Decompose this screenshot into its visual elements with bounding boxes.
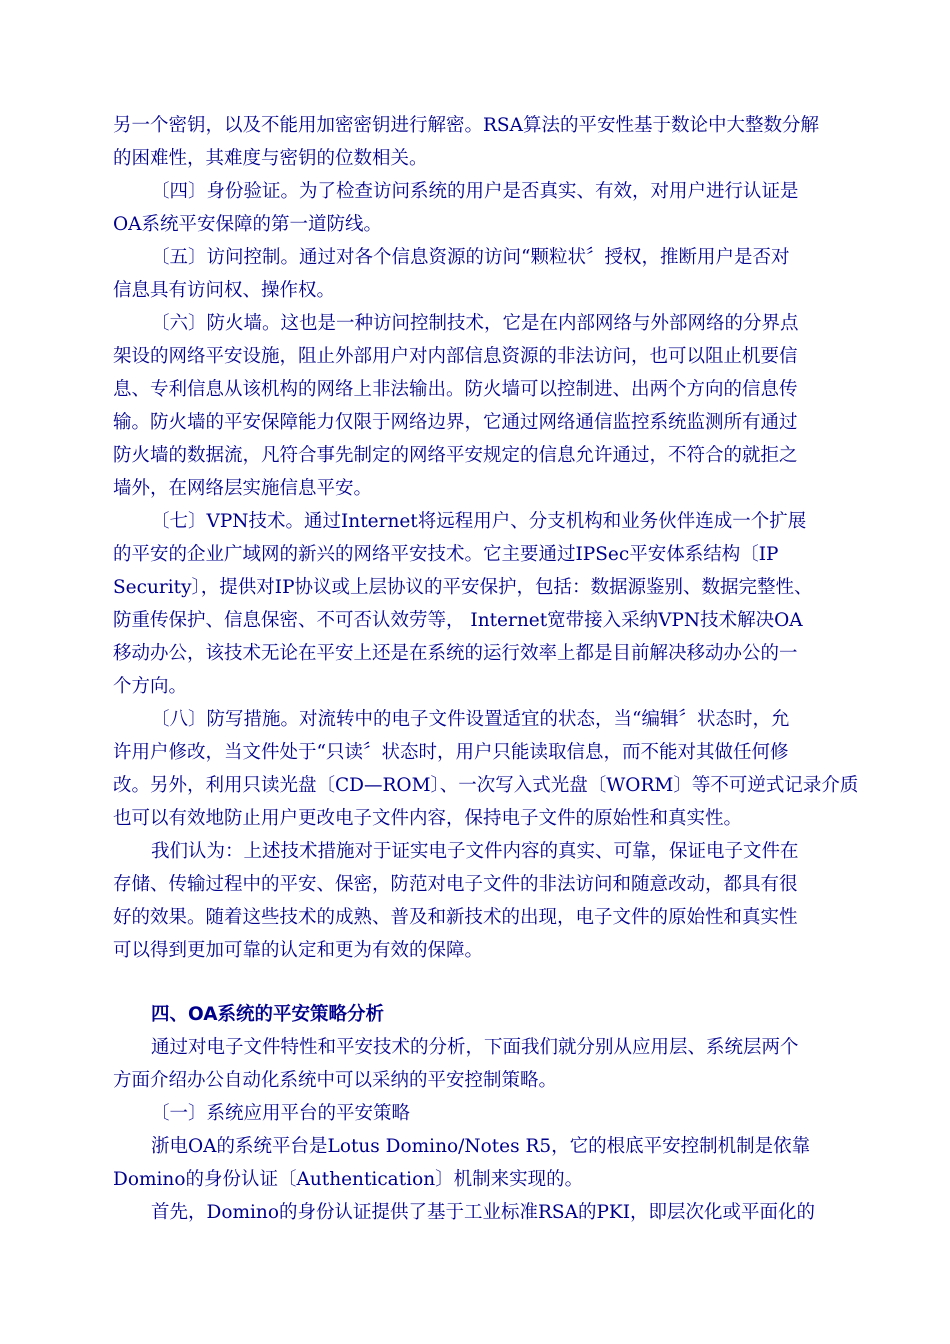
paragraph-line: 墙外，在网络层实施信息平安。 <box>113 478 373 499</box>
paragraph-line: Security〕，提供对IP协议或上层协议的平安保护，包括：数据源鉴别、数据完整性、 <box>113 577 813 598</box>
paragraph-line: 个方向。 <box>113 676 188 697</box>
subsection-heading: 〔一〕系统应用平台的平安策略 <box>151 1103 411 1124</box>
paragraph-line: 方面介绍办公自动化系统中可以采纳的平安控制策略。 <box>113 1070 558 1091</box>
paragraph-line: 架设的网络平安设施，阻止外部用户对内部信息资源的非法访问，也可以阻止机要信 <box>113 346 798 367</box>
paragraph-line: 的困难性，其难度与密钥的位数相关。 <box>113 148 428 169</box>
paragraph-line: 通过对电子文件特性和平安技术的分析，下面我们就分别从应用层、系统层两个 <box>151 1037 799 1058</box>
paragraph-line: 〔四〕身份验证。为了检查访问系统的用户是否真实、有效，对用户进行认证是 <box>151 181 799 202</box>
paragraph-line: 改。另外，利用只读光盘〔CD—ROM〕、一次写入式光盘〔WORM〕等不可逆式记录介质 <box>113 775 859 796</box>
paragraph-line: Domino的身份认证〔Authentication〕机制来实现的。 <box>113 1169 584 1190</box>
paragraph-line: 〔八〕防写措施。对流转中的电子文件设置适宜的状态，当“编辑〞状态时，允 <box>151 709 790 730</box>
paragraph-line: 浙电OA的系统平台是Lotus Domino/Notes R5，它的根底平安控制机制是依靠 <box>151 1136 811 1157</box>
paragraph-line: 〔五〕访问控制。通过对各个信息资源的访问“颗粒状〞授权，推断用户是否对 <box>151 247 790 268</box>
paragraph-line: 防火墙的数据流，凡符合事先制定的网络平安规定的信息允许通过，不符合的就拒之 <box>113 445 798 466</box>
paragraph-line: 另一个密钥，以及不能用加密密钥进行解密。RSA算法的平安性基于数论中大整数分解 <box>113 115 819 136</box>
paragraph-line: 信息具有访问权、操作权。 <box>113 280 336 301</box>
paragraph-line: 移动办公，该技术无论在平安上还是在系统的运行效率上都是目前解决移动办公的一 <box>113 643 798 664</box>
paragraph-line: 息、专利信息从该机构的网络上非法输出。防火墙可以控制进、出两个方向的信息传 <box>113 379 798 400</box>
paragraph-line: 我们认为：上述技术措施对于证实电子文件内容的真实、可靠，保证电子文件在 <box>151 841 799 862</box>
paragraph-line: 存储、传输过程中的平安、保密，防范对电子文件的非法访问和随意改动，都具有很 <box>113 874 798 895</box>
paragraph-line: OA系统平安保障的第一道防线。 <box>113 214 383 235</box>
section-heading: 四、OA系统的平安策略分析 <box>151 1004 385 1025</box>
paragraph-line: 的平安的企业广域网的新兴的网络平安技术。它主要通过IPSec平安体系结构〔IP <box>113 544 779 565</box>
paragraph-line: 防重传保护、信息保密、不可否认效劳等， Internet宽带接入采纳VPN技术解决OA <box>113 610 803 631</box>
paragraph-line: 也可以有效地防止用户更改电子文件内容，保持电子文件的原始性和真实性。 <box>113 808 743 829</box>
paragraph-line: 〔六〕防火墙。这也是一种访问控制技术，它是在内部网络与外部网络的分界点 <box>151 313 799 334</box>
paragraph-line: 许用户修改，当文件处于“只读〞状态时，用户只能读取信息，而不能对其做任何修 <box>113 742 789 763</box>
paragraph-line: 好的效果。随着这些技术的成熟、普及和新技术的出现，电子文件的原始性和真实性 <box>113 907 798 928</box>
paragraph-line: 首先，Domino的身份认证提供了基于工业标准RSA的PKI，即层次化或平面化的 <box>151 1202 816 1223</box>
paragraph-line: 〔七〕VPN技术。通过Internet将远程用户、分支机构和业务伙伴连成一个扩展 <box>151 511 807 532</box>
paragraph-line: 输。防火墙的平安保障能力仅限于网络边界，它通过网络通信监控系统监测所有通过 <box>113 412 798 433</box>
paragraph-line: 可以得到更加可靠的认定和更为有效的保障。 <box>113 940 484 961</box>
